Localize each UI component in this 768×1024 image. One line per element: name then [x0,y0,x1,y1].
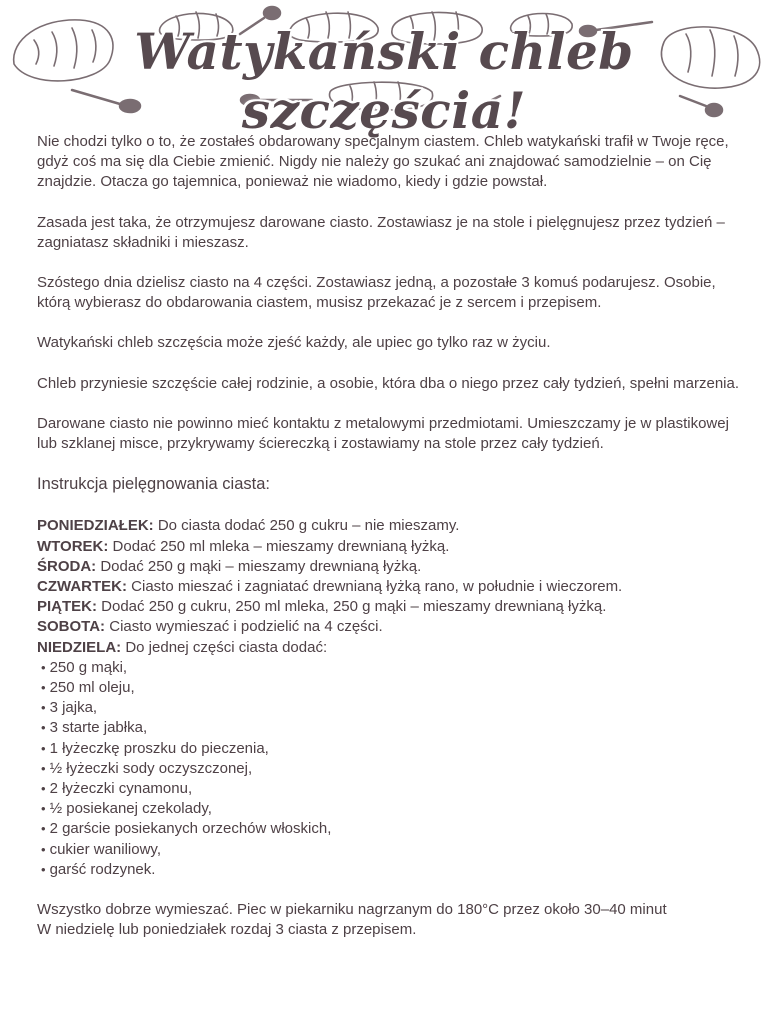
day-item-thursday [37,577,753,597]
header-banner [0,0,768,140]
ingredient-text: ½ posiekanej czekolady, [49,800,212,818]
intro-paragraph: Darowane ciasto nie powinno mieć kontaktu z metalowymi przedmiotami. Umieszczamy je w plastikowej lub szklanej misce, przykrywamy ściereczką i zostawiamy na stole przez cały tydzień. [37,414,729,453]
bullet-icon: • [41,760,46,776]
day-item-friday [37,597,753,617]
list-item [37,840,753,860]
bullet-icon: • [41,781,46,797]
list-item [37,860,753,880]
bullet-icon: • [41,680,46,696]
ingredient-text: 2 garście posiekanych orzechów włoskich, [49,820,332,838]
day-item-sunday [37,638,753,658]
list-item [37,678,753,698]
bullet-icon: • [41,700,46,716]
intro-paragraph: Nie chodzi tylko o to, że zostałeś obdarowany specjalnym ciastem. Chleb watykański trafił w Twoje ręce, gdyż coś ma się dla Ciebie zmienić. Nigdy nie należy go szukać ani znajdować samodzielnie – on Cię znajdzie. Otacza go tajemnica, ponieważ nie wiadomo, kiedy i gdzie powstał. [37,133,729,191]
list-item [37,779,753,799]
intro-paragraph: Watykański chleb szczęścia może zjeść każdy, ale upiec go tylko raz w życiu. [37,334,551,352]
list-item [37,799,753,819]
intro-paragraph: Zasada jest taka, że otrzymujesz darowane ciasto. Zostawiasz je na stole i pielęgnujesz przez tydzień – zagniatasz składniki i mieszasz. [37,213,725,251]
ingredient-text: ½ łyżeczki sody oczyszczonej, [49,759,253,777]
day-label: PIĄTEK: [37,598,97,616]
bullet-icon: • [41,801,46,817]
day-item-saturday [37,617,753,637]
day-label: ŚRODA: [37,557,97,575]
bullet-icon: • [41,740,46,756]
day-item-monday [37,516,753,536]
intro-paragraph: Chleb przyniesie szczęście całej rodzinie, a osobie, która dba o niego przez cały tydzień, spełni marzenia. [37,374,740,392]
bullet-icon: • [41,841,46,857]
ingredient-text: 3 starte jabłka, [49,719,148,737]
intro-paragraph: Szóstego dnia dzielisz ciasto na 4 części. Zostawiasz jedną, a pozostałe 3 komuś podarujesz. Osobie, którą wybierasz do obdarowania ciastem, musisz przekazać je z sercem i przepisem. [37,274,716,312]
article-body [37,132,753,941]
final-line: W niedzielę lub poniedziałek rozdaj 3 ciasta z przepisem. [37,921,417,939]
list-item [37,718,753,738]
list-item [37,658,753,678]
day-label: SOBOTA: [37,618,106,636]
ingredient-text: 250 ml oleju, [49,679,135,697]
ingredient-text: 250 g mąki, [49,658,128,676]
day-text: Dodać 250 ml mleka – mieszamy drewnianą łyżką. [108,537,450,555]
day-text: Do jednej części ciasta dodać: [121,638,328,656]
list-item [37,698,753,718]
list-item [37,759,753,779]
bullet-icon: • [41,659,46,675]
list-item [37,739,753,759]
final-instructions [37,900,753,940]
ingredient-text: cukier waniliowy, [49,840,161,858]
ingredient-text: 2 łyżeczki cynamonu, [49,780,193,798]
day-text: Do ciasta dodać 250 g cukru – nie mieszamy. [153,517,460,535]
day-label: WTOREK: [37,537,109,555]
page-title: Watykański chleb szczęścia! [134,22,634,140]
day-item-wednesday [37,557,753,577]
instructions-heading: Instrukcja pielęgnowania ciasta: [37,475,270,494]
ingredient-list [37,658,753,880]
ingredient-text: 3 jajka, [49,699,98,717]
list-item [37,819,753,839]
bullet-icon: • [41,720,46,736]
day-schedule [37,516,753,657]
day-text: Dodać 250 g cukru, 250 ml mleka, 250 g mąki – mieszamy drewnianą łyżką. [97,598,607,616]
day-label: NIEDZIELA: [37,638,122,656]
day-label: CZWARTEK: [37,578,127,596]
bullet-icon: • [41,861,46,877]
ingredient-text: 1 łyżeczkę proszku do pieczenia, [49,739,269,757]
ingredient-text: garść rodzynek. [49,860,156,878]
bullet-icon: • [41,821,46,837]
day-text: Dodać 250 g mąki – mieszamy drewnianą łyżką. [96,557,422,575]
day-text: Ciasto wymieszać i podzielić na 4 części. [105,618,383,636]
day-item-tuesday [37,537,753,557]
day-text: Ciasto mieszać i zagniatać drewnianą łyżką rano, w południe i wieczorem. [127,578,623,596]
day-label: PONIEDZIAŁEK: [37,517,154,535]
final-line: Wszystko dobrze wymieszać. Piec w piekarniku nagrzanym do 180°C przez około 30–40 minut [37,901,667,919]
